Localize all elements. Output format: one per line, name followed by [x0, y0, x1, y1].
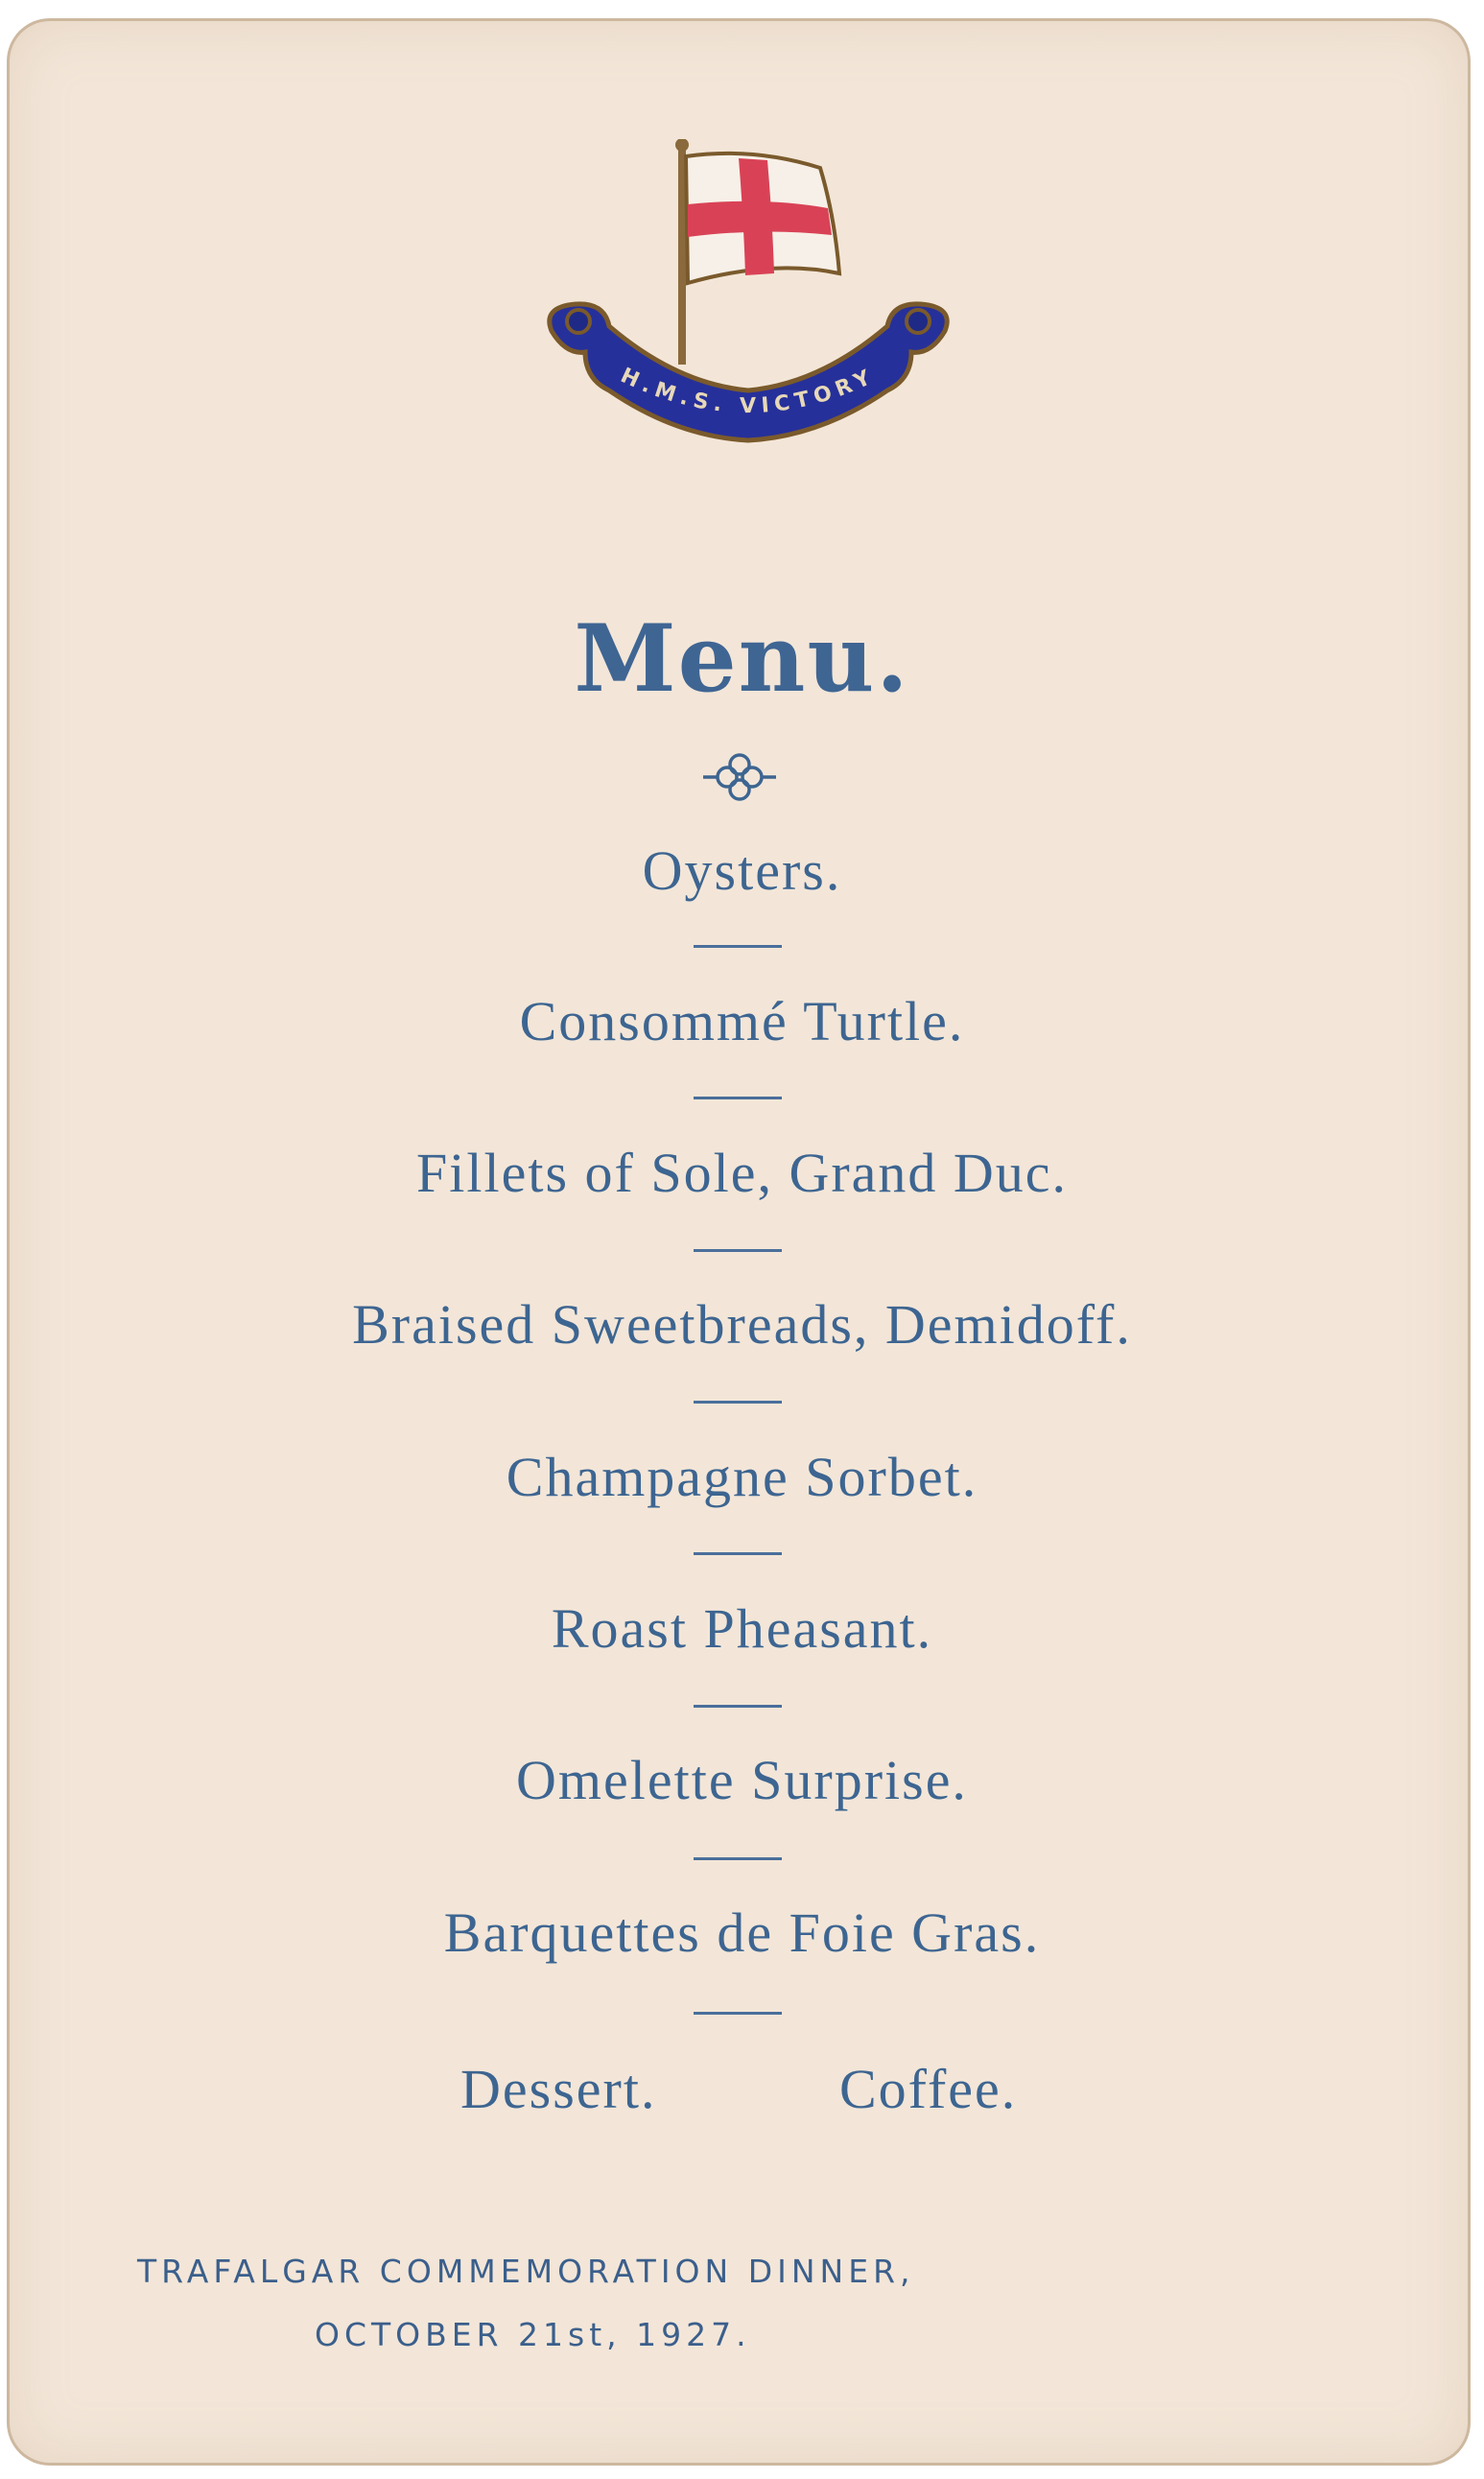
- course-divider: [694, 1249, 782, 1252]
- course-consomme: Consommé Turtle.: [519, 990, 965, 1052]
- course-divider: [694, 1097, 782, 1099]
- course-divider: [694, 1857, 782, 1860]
- course-fillets-of-sole: Fillets of Sole, Grand Duc.: [415, 1142, 1069, 1204]
- ribbon-banner: [550, 304, 947, 440]
- course-divider: [694, 2012, 782, 2015]
- menu-title: Menu.: [574, 604, 910, 713]
- course-dessert: Dessert.: [460, 2058, 657, 2120]
- ribbon-curl-right: [907, 310, 930, 333]
- course-pheasant: Roast Pheasant.: [551, 1597, 933, 1660]
- course-barquettes: Barquettes de Foie Gras.: [443, 1901, 1041, 1964]
- course-divider: [694, 1705, 782, 1708]
- course-divider: [694, 945, 782, 948]
- course-oysters: Oysters.: [642, 839, 842, 902]
- hms-victory-crest: [532, 139, 954, 475]
- course-divider: [694, 1401, 782, 1404]
- course-omelette: Omelette Surprise.: [516, 1749, 968, 1811]
- footer-event-date: OCTOBER 21st, 1927.: [315, 2316, 751, 2353]
- quatrefoil-ornament: [701, 750, 778, 804]
- course-coffee: Coffee.: [839, 2058, 1018, 2120]
- course-divider: [694, 1552, 782, 1555]
- pole-finial: [675, 139, 689, 152]
- course-sorbet: Champagne Sorbet.: [506, 1446, 978, 1508]
- flag-cross-horizontal: [688, 201, 832, 237]
- footer-event-name: TRAFALGAR COMMEMORATION DINNER,: [137, 2253, 915, 2290]
- ribbon-text: H.M.S. VICTORY: [617, 364, 880, 419]
- ribbon-curl-left: [567, 310, 590, 333]
- course-sweetbreads: Braised Sweetbreads, Demidoff.: [352, 1293, 1132, 1356]
